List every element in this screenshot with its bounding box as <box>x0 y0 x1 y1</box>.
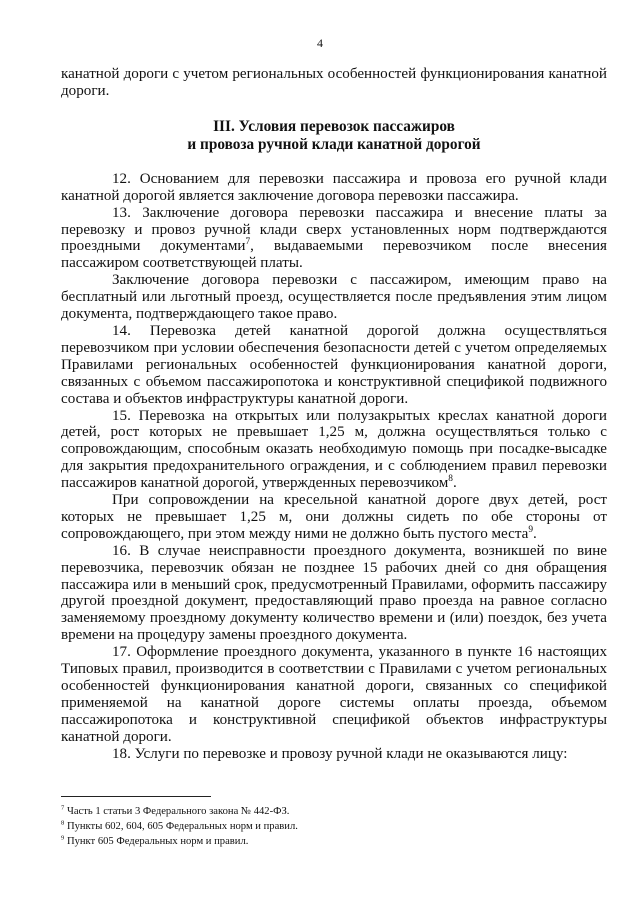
document-body <box>61 66 607 763</box>
footnote-7-text: Часть 1 статьи 3 Федерального закона № 442-ФЗ. <box>66 806 290 817</box>
paragraph-18: 18. Услуги по перевозке и провозу ручной клади не оказываются лицу: <box>112 745 568 762</box>
paragraph-15-text-b: . <box>452 475 457 492</box>
paragraph-17: 17. Оформление проездного документа, указанного в пункте 16 настоящих Типовых правил, производится в соответствии с Правилами с учетом региональных особенностей функционирования канатной дороги, связанных со спецификой применяемой на канатной дороге системы оплаты проезда, объемом пассажиропотока и конструктивной спецификой объектов инфраструктуры канатной дороги. <box>61 644 607 745</box>
paragraph-16: 16. В случае неисправности проездного документа, возникшей по вине перевозчика, перевозчик обязан не позднее 15 рабочих дней со дня обращения пассажира или в меньший срок, предусмотренный Правилами, оформить пассажиру другой проездной документ, предоставляющий право проезда на равное согласно заменяемому проездному документу количество времени и (или) поездок, без учета времени на процедуру замены проездного документа. <box>61 542 607 644</box>
paragraph-15-continuation <box>61 492 607 543</box>
footnotes <box>61 804 607 849</box>
paragraph-12: 12. Основанием для перевозки пассажира и провоза его ручной клади канатной дорогой является заключение договора перевозки пассажира. <box>61 170 607 204</box>
intro-paragraph: канатной дороги с учетом региональных особенностей функционирования канатной дороги. <box>61 66 607 99</box>
paragraph-13-text-b: , выдаваемыми перевозчиком после внесения пассажиром соответствующей платы. <box>61 238 607 272</box>
paragraph-15-cont-text-b: . <box>533 525 537 542</box>
paragraph-13-text-a: 13. Заключение договора перевозки пассажира и внесение платы за перевозку и провоз ручной клади сверх установленных норм подтверждаются проездными документами <box>61 204 607 255</box>
footnote-9-text: Пункт 605 Федеральных норм и правил. <box>66 836 249 847</box>
section-heading-line-1: III. Условия перевозок пассажиров <box>213 117 455 135</box>
footnote-8 <box>61 819 607 834</box>
footnote-8-text: Пункты 602, 604, 605 Федеральных норм и правил. <box>66 821 298 832</box>
footnote-ref-7: 7 <box>245 237 251 248</box>
paragraph-15-text-a: 15. Перевозка на открытых или полузакрытых креслах канатной дороги детей, рост которых не превышает 1,25 м, должна осуществляться только с сопровождающим, способным оказать необходимую помощь при посадке-высадке для закрытия предохранительного ограждения, и с соблюдением правил перевозки пассажиров канатной дорогой, утвержденных перевозчиком <box>61 407 607 492</box>
page-number: 4 <box>317 36 323 50</box>
footnote-9-number: 9 <box>61 834 65 842</box>
section-heading-line-2: и провоза ручной клади канатной дорогой <box>187 135 481 153</box>
footnote-separator <box>61 796 211 797</box>
paragraph-14: 14. Перевозка детей канатной дорогой должна осуществляться перевозчиком при условии обеспечения безопасности детей с учетом определяемых Правилами региональных особенностей функционирования канатной дороги, связанных с объемом пассажиропотока и конструктивной спецификой подвижного состава и объектов инфраструктуры канатной дороги. <box>61 322 607 407</box>
footnote-7 <box>61 804 607 819</box>
footnote-9 <box>61 834 607 849</box>
footnote-ref-8: 8 <box>448 474 453 485</box>
footnote-ref-9: 9 <box>528 524 534 535</box>
paragraph-13-continuation: Заключение договора перевозки с пассажиром, имеющим право на бесплатный или льготный проезд, осуществляется после предъявления этим лицом документа, подтверждающего такое право. <box>61 272 607 323</box>
footnote-7-number: 7 <box>61 804 65 812</box>
paragraph-13 <box>61 205 607 273</box>
paragraph-15 <box>61 408 607 493</box>
section-heading <box>61 118 607 154</box>
paragraph-15-cont-text-a: При сопровождении на кресельной канатной дороге двух детей, рост которых не превышает 1,25 м, они должны сидеть по обе стороны от сопровождающего, при этом между ними не должно быть пустого места <box>61 492 607 542</box>
footnote-8-number: 8 <box>61 819 65 827</box>
